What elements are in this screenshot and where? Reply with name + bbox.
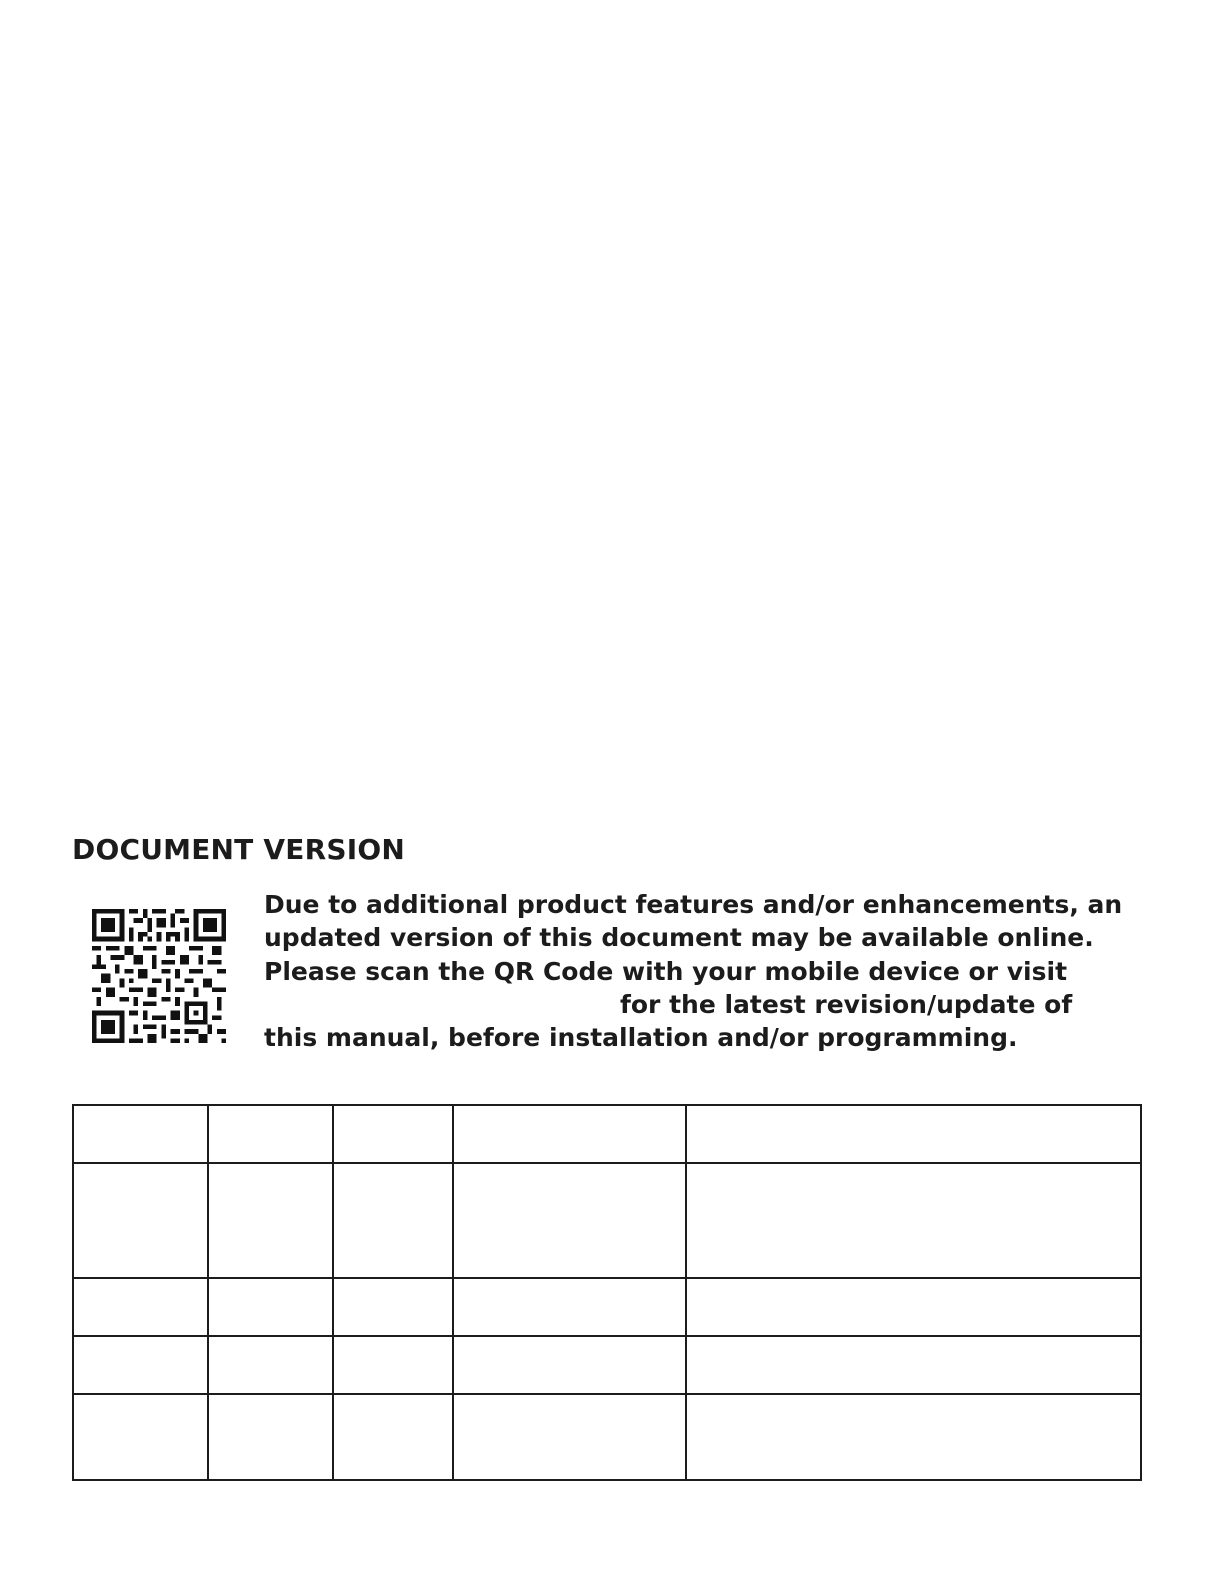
- qr-code-icon: [92, 909, 226, 1043]
- table-cell: [73, 1394, 208, 1480]
- table-row: [73, 1105, 1141, 1163]
- table-cell: [686, 1163, 1141, 1278]
- table-cell: [333, 1278, 453, 1336]
- revision-history-table: [72, 1104, 1142, 1481]
- table-cell: [333, 1163, 453, 1278]
- table-row: [73, 1278, 1141, 1336]
- table-cell: [453, 1336, 686, 1394]
- table-row: [73, 1394, 1141, 1480]
- table-cell: [453, 1278, 686, 1336]
- table-cell: [208, 1278, 333, 1336]
- table-cell: [686, 1105, 1141, 1163]
- table-cell: [73, 1278, 208, 1336]
- table-cell: [453, 1105, 686, 1163]
- table-row: [73, 1336, 1141, 1394]
- notice-line: for the latest revision/update of: [620, 989, 1073, 1019]
- table-row: [73, 1163, 1141, 1278]
- table-cell: [453, 1163, 686, 1278]
- table-cell: [208, 1336, 333, 1394]
- table-cell: [333, 1394, 453, 1480]
- table-cell: [686, 1394, 1141, 1480]
- table-cell: [73, 1105, 208, 1163]
- table-cell: [208, 1105, 333, 1163]
- notice-line: Please scan the QR Code with your mobile device or visit: [264, 956, 1068, 986]
- table-cell: [686, 1336, 1141, 1394]
- notice-line: updated version of this document may be available online.: [264, 923, 1094, 953]
- notice-line: this manual, before installation and/or programming.: [264, 1023, 1018, 1053]
- table-cell: [208, 1394, 333, 1480]
- table-cell: [333, 1336, 453, 1394]
- table-cell: [73, 1336, 208, 1394]
- update-notice: [264, 888, 1164, 1054]
- section-heading: DOCUMENT VERSION: [72, 833, 405, 866]
- table-cell: [453, 1394, 686, 1480]
- notice-line: Due to additional product features and/or enhancements, an: [264, 890, 1123, 919]
- table-cell: [333, 1105, 453, 1163]
- table-cell: [208, 1163, 333, 1278]
- table-cell: [686, 1278, 1141, 1336]
- table-cell: [73, 1163, 208, 1278]
